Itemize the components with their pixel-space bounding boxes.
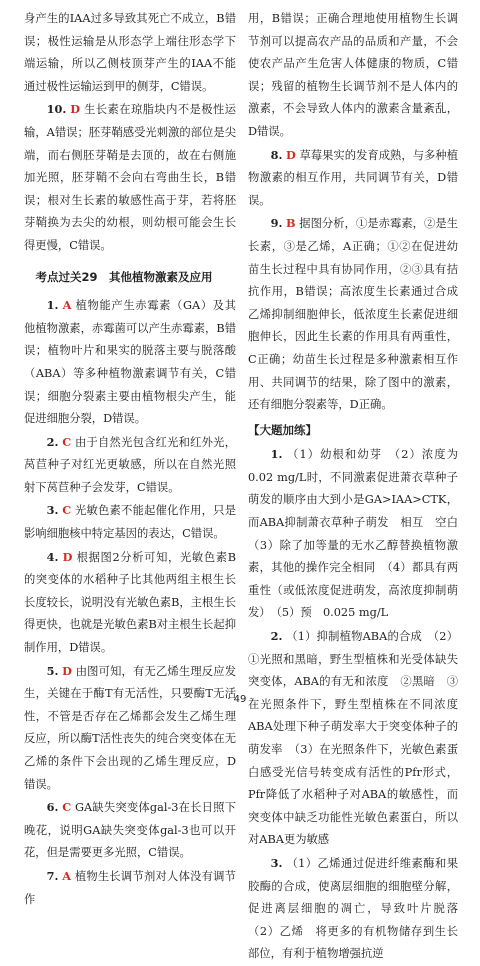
item-number: 4.	[46, 549, 59, 564]
answer-item-9	[248, 212, 458, 416]
explanation-text: 由图可知，有无乙烯生理反应发生，关键在于酶T有无活性，只要酶T无活性，不管是否存在乙烯都会发生乙烯生理反应，所以酶T活性丧失的纯合突变体在无乙烯的条件下会出现的乙烯生理反应，D错误。	[24, 664, 237, 791]
answer-item-5	[24, 660, 236, 797]
item-number: 1.	[46, 298, 59, 313]
answer-letter: D	[70, 102, 81, 117]
explanation-text: 据图分析，①是赤霉素，②是生长素，③是乙烯，A正确；①②在促进幼苗生长过程中具有协同作用，②③具有拮抗作用，B错误；高浓度生长素通过合成乙烯抑制细胞伸长，低浓度生长素促进细胞伸长，因此生长素的作用具有两重性，C正确；幼苗生长过程是多种激素相互作用、共同调节的结果，除了图中的激素，还有细胞分裂素等，D正确。	[248, 217, 458, 412]
answer-letter: C	[62, 434, 72, 449]
answer-letter: B	[286, 216, 296, 231]
left-column	[24, 8, 236, 911]
paragraph-continued: 用，B错误；正确合理地使用植物生长调节剂可以提高农产品的品质和产量，不会使农产品产生危害人体健康的物质，C错误；残留的植物生长调节剂不是人体内的激素，不会导致人体内的激素含量紊乱，D错误。	[248, 12, 458, 138]
item-number: 5.	[46, 663, 59, 678]
answer-item-big-2	[248, 625, 458, 852]
explanation-text: 植物生长调节剂对人体没有调节作	[24, 869, 236, 906]
answer-item-big-1	[248, 443, 470, 625]
page-number: · 49 ·	[227, 694, 253, 705]
item-number: 1.	[270, 447, 283, 462]
item-number: 7.	[46, 868, 59, 883]
item-number: 2.	[46, 434, 59, 449]
answer-item-8	[248, 144, 458, 213]
answer-item-6	[24, 796, 236, 865]
explanation-text: （1）抑制植物ABA的合成 （2）①光照和黑暗，野生型植株和光受体缺失突变体，ABA的有无和浓度 ②黑暗 ③在光照条件下，野生型植株在不同浓度ABA处理下种子萌发率大于突变体种子的萌发率 （3）在光照条件下，光敏色素蛋白感受光信号转变成有活性的Pfr形式，Pfr降低了水稻种子对ABA的敏感性，而突变体中缺乏功能性光敏色素蛋白，所以对ABA更为敏感	[248, 630, 458, 847]
section-title-extra-practice: 【大题加练】	[248, 422, 317, 437]
answer-letter: A	[62, 298, 72, 313]
answer-item-2	[24, 431, 236, 500]
explanation-text: （1）幼根和幼芽 （2）浓度为0.02 mg/L时，不同激素促进萧衣草种子萌发的顺序由大到小是GA>IAA>CTK，而ABA抑制萧衣草种子萌发 相互 空白 （3）除了加等量的无水乙醇替换植物激素，其他的操作完全相同 （4）都具有两重性（或低浓度促进萌发，高浓度抑制萌发） （5）预 0.025 mg/L	[248, 448, 470, 620]
answer-item-7	[24, 865, 236, 911]
answer-letter: D	[62, 663, 72, 678]
item-number: 9.	[270, 216, 283, 231]
item-number: 10.	[46, 102, 67, 117]
item-number: 6.	[46, 800, 59, 815]
item-number: 3.	[270, 855, 283, 870]
answer-item-3	[24, 499, 236, 545]
answer-item-1	[24, 294, 236, 431]
answer-letter: C	[62, 800, 72, 815]
answer-item-10	[24, 98, 236, 257]
explanation-text: 生长素在琼脂块内不是极性运输，A错误；胚芽鞘感受光刺激的部位是尖端，而右侧胚芽鞘是去顶的，故在右侧施加光照，胚芽鞘不会向右弯曲生长，B错误；根对生长素的敏感性高于芽，若将胚芽鞘换为去尖的幼根，则幼根可能会生长得更慢，C错误。	[24, 103, 236, 252]
item-number: 3.	[46, 503, 59, 518]
answer-item-big-3	[248, 852, 470, 966]
explanation-text: GA缺失突变体gal-3在长日照下晚花，说明GA缺失突变体gal-3也可以开花，但是需要更多光照，C错误。	[24, 801, 236, 860]
explanation-text: （1）乙烯通过促进纤维素酶和果胶酶的合成，使离层细胞的细胞壁分解，促进离层细胞的凋亡，导致叶片脱落 （2）乙烯 将更多的有机物储存到生长部位，有利于植物增强抗逆	[248, 856, 470, 961]
explanation-text: 植物能产生赤霉素（GA）及其他植物激素，赤霉菌可以产生赤霉素，B错误；植物叶片和果实的脱落主要与脱落酸（ABA）等多种植物激素调节有关，C错误；细胞分裂素主要由植物根尖产生，能促进细胞分裂，D错误。	[24, 299, 237, 426]
explanation-text: 由于自然光包含红光和红外光，莴苣种子对红光更敏感，所以在自然光照射下莴苣种子会发芽，C错误。	[24, 435, 236, 494]
item-number: 2.	[270, 629, 283, 644]
section-title: 考点过关29 其他植物激素及应用	[35, 269, 213, 284]
answer-letter: D	[62, 549, 73, 564]
answer-letter: A	[62, 868, 71, 883]
explanation-text: 草莓果实的发育成熟，与多种植物激素的相互作用，共同调节有关，D错误。	[248, 148, 458, 207]
paragraph-continued: 身产生的IAA过多导致其死亡不成立，B错误；极性运输是从形态学上端往形态学下端运输，所以乙侧枝顶芽产生的IAA不能通过极性运输运到甲的侧芽，C错误。	[24, 12, 236, 93]
answer-letter: D	[286, 147, 296, 162]
item-number: 8.	[270, 147, 283, 162]
explanation-text: 根据图2分析可知，光敏色素B的突变体的水稻种子比其他两组主根生长长度较长，说明没有光敏色素B，主根生长得更快，也就是光敏色素B对主根生长起抑制作用，D错误。	[24, 550, 236, 655]
answer-item-4	[24, 546, 236, 660]
answer-letter: C	[62, 503, 72, 518]
explanation-text: 光敏色素不能起催化作用，只是影响细胞核中特定基因的表达，C错误。	[24, 504, 236, 541]
right-column	[248, 8, 470, 966]
